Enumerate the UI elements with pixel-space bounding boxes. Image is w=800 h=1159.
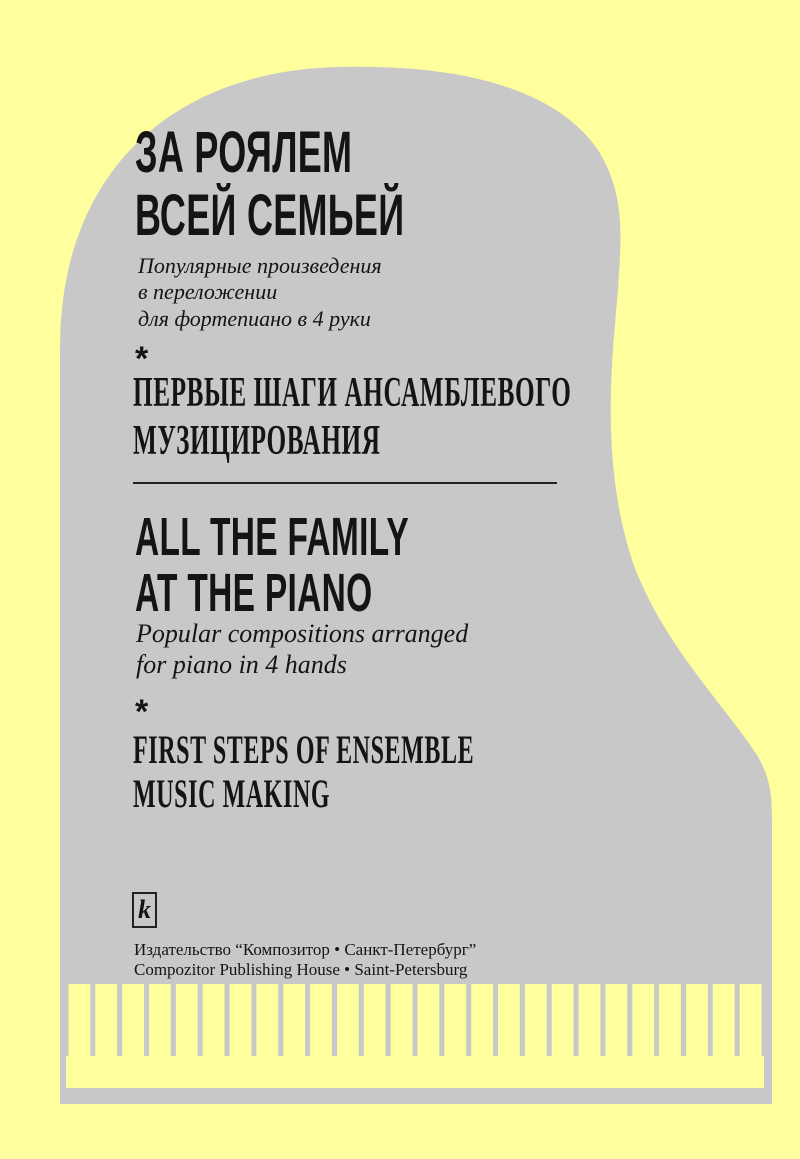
- piano-key: [659, 984, 681, 1057]
- piano-key: [471, 984, 493, 1057]
- piano-key: [176, 984, 198, 1057]
- piano-key: [740, 984, 762, 1057]
- ru-series-line1: ПЕРВЫЕ ШАГИ АНСАМБЛЕВОГО: [133, 370, 572, 416]
- ru-subtitle-line3: для фортепиано в 4 руки: [138, 306, 371, 331]
- piano-key: [230, 984, 252, 1057]
- ru-subtitle-line2: в переложении: [138, 279, 278, 304]
- en-subtitle-line1: Popular compositions arranged: [136, 619, 469, 648]
- en-subtitle-line2: for piano in 4 hands: [136, 650, 347, 679]
- publisher-logo: [132, 892, 157, 928]
- en-series-line1: FIRST STEPS OF ENSEMBLE: [133, 727, 475, 772]
- ru-subtitle-line1: Популярные произведения: [138, 253, 382, 278]
- publisher-line-ru: Издательство “Композитор • Санкт-Петербург”: [134, 940, 477, 959]
- piano-key: [122, 984, 144, 1057]
- en-separator-star: *: [135, 693, 149, 731]
- piano-key: [498, 984, 520, 1057]
- piano-key: [713, 984, 735, 1057]
- ru-title-line1: ЗА РОЯЛЕМ: [135, 120, 353, 185]
- piano-key: [364, 984, 386, 1057]
- ru-separator-star: *: [135, 340, 149, 378]
- ru-title-line2: ВСЕЙ СЕМЬЕЙ: [135, 183, 405, 248]
- piano-key: [310, 984, 332, 1057]
- piano-key: [525, 984, 547, 1057]
- piano-key: [337, 984, 359, 1057]
- ru-series-line2: МУЗИЦИРОВАНИЯ: [133, 418, 381, 464]
- en-series-line2: MUSIC MAKING: [133, 771, 331, 816]
- publisher-line-en: Compozitor Publishing House • Saint-Petersburg: [134, 960, 468, 979]
- piano-key: [149, 984, 171, 1057]
- en-title-line2: AT THE PIANO: [135, 563, 373, 623]
- piano-key: [444, 984, 466, 1057]
- publisher-logo-mark: k: [138, 895, 151, 924]
- piano-key: [391, 984, 413, 1057]
- section-divider: [133, 482, 557, 484]
- piano-key: [605, 984, 627, 1057]
- piano-key: [69, 984, 91, 1057]
- piano-key: [256, 984, 278, 1057]
- piano-key: [552, 984, 574, 1057]
- piano-key: [203, 984, 225, 1057]
- piano-key: [579, 984, 601, 1057]
- piano-key: [283, 984, 305, 1057]
- keyboard-base: [66, 1056, 764, 1088]
- piano-key: [95, 984, 117, 1057]
- piano-key: [418, 984, 440, 1057]
- piano-key: [632, 984, 654, 1057]
- en-title-line1: ALL THE FAMILY: [135, 507, 410, 567]
- piano-key: [686, 984, 708, 1057]
